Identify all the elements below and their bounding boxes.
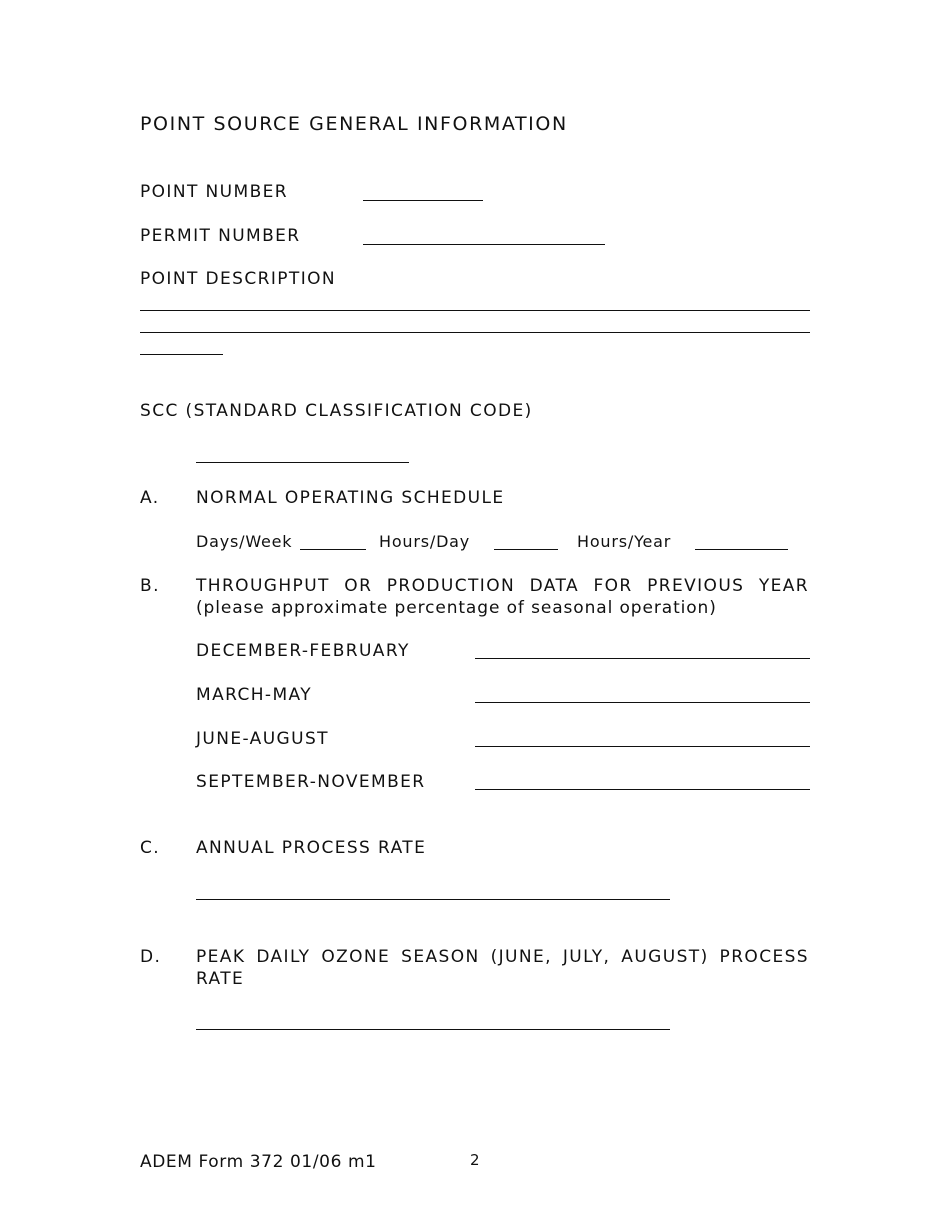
section-b-subheading: (please approximate percentage of seasonal operation) — [196, 598, 717, 618]
point-description-label: POINT DESCRIPTION — [140, 269, 337, 289]
section-a-heading: NORMAL OPERATING SCHEDULE — [196, 488, 505, 508]
point-description-line-1[interactable] — [140, 310, 810, 311]
section-c-letter: C. — [140, 838, 161, 858]
point-description-line-3[interactable] — [140, 354, 223, 355]
annual-process-rate-field[interactable] — [196, 899, 670, 900]
season-december-february: DECEMBER-FEBRUARY — [196, 641, 410, 661]
point-number-label: POINT NUMBER — [140, 182, 288, 202]
season-september-november: SEPTEMBER-NOVEMBER — [196, 772, 426, 792]
season-june-august: JUNE-AUGUST — [196, 729, 329, 749]
point-description-line-2[interactable] — [140, 332, 810, 333]
season-march-may-field[interactable] — [475, 702, 810, 703]
permit-number-field[interactable] — [363, 244, 605, 245]
season-september-november-field[interactable] — [475, 789, 810, 790]
season-december-february-field[interactable] — [475, 658, 810, 659]
footer-form-id: ADEM Form 372 01/06 m1 — [140, 1152, 377, 1172]
section-b-letter: B. — [140, 576, 160, 596]
hours-day-label: Hours/Day — [379, 532, 471, 551]
season-june-august-field[interactable] — [475, 746, 810, 747]
section-d-letter: D. — [140, 947, 162, 967]
page-title: POINT SOURCE GENERAL INFORMATION — [140, 113, 568, 135]
hours-year-label: Hours/Year — [577, 532, 672, 551]
peak-ozone-process-rate-field[interactable] — [196, 1029, 670, 1030]
section-c-heading: ANNUAL PROCESS RATE — [196, 838, 427, 858]
section-d-heading-line-2: RATE — [196, 969, 245, 989]
season-march-may: MARCH-MAY — [196, 685, 313, 705]
days-week-label: Days/Week — [196, 532, 293, 551]
section-d-heading-line-1: PEAK DAILY OZONE SEASON (JUNE, JULY, AUGUST) PROCESS — [196, 947, 809, 967]
days-week-field[interactable] — [300, 549, 366, 550]
section-a-letter: A. — [140, 488, 160, 508]
page-number: 2 — [470, 1151, 480, 1169]
permit-number-label: PERMIT NUMBER — [140, 226, 301, 246]
point-number-field[interactable] — [363, 200, 483, 201]
hours-day-field[interactable] — [494, 549, 558, 550]
scc-field[interactable] — [196, 462, 409, 463]
hours-year-field[interactable] — [695, 549, 788, 550]
scc-label: SCC (STANDARD CLASSIFICATION CODE) — [140, 401, 533, 421]
section-b-heading: THROUGHPUT OR PRODUCTION DATA FOR PREVIOUS YEAR — [196, 576, 809, 596]
